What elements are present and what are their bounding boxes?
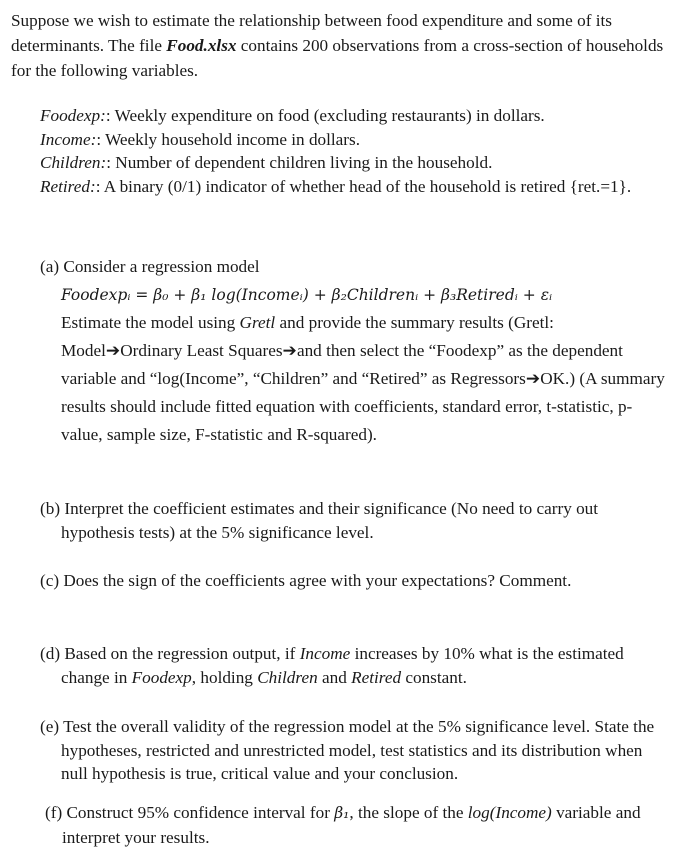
intro-text-a: Suppose we wish to estimate the relationship between food expenditure and some of its determinants. The file	[11, 11, 612, 55]
variable-children: Children:: Number of dependent children living in the household.	[40, 153, 493, 172]
question-e-label: (e)	[40, 717, 60, 736]
question-a	[40, 253, 670, 449]
question-c	[40, 569, 670, 593]
question-b	[40, 497, 670, 544]
question-a-label: (a)	[40, 257, 60, 276]
beta-one: β₁	[334, 804, 350, 822]
regression-equation: Foodexpᵢ = β₀ + β₁ log(Incomeᵢ) + β₂Childrenᵢ + β₃Retiredᵢ + εᵢ	[61, 286, 553, 304]
question-e	[40, 715, 670, 786]
file-name: Food.xlsx	[166, 36, 237, 55]
question-d: (d) Based on the regression output, if Income increases by 10% what is the estimated change in Foodexp, holding Children and Retired constant.	[40, 644, 624, 687]
intro-text-b: contains 200 observations from a cross-section of households for the following variables.	[11, 36, 664, 80]
question-b-label: (b)	[40, 499, 61, 518]
question-c-label: (c)	[40, 571, 60, 590]
variable-list	[40, 104, 680, 198]
question-f: (f) Construct 95% confidence interval for β₁, the slope of the log(Income) variable and interpret your results.	[45, 803, 641, 847]
gretl-name: Gretl	[239, 313, 276, 332]
question-a-body: Estimate the model using Gretl and provide the summary results (Gretl: Model➔Ordinary Least Squares➔and then select the “Foodexp” as the dependent variable and “log(Income”, “Children” and “Retired” as Regressors➔OK.) (A summary results should include fitted equation with coefficients, standard error, t-statistic, p-value, sample size, F-statistic and R-squared).	[61, 313, 665, 444]
question-b-text: Interpret the coefficient estimates and their significance (No need to carry out hypothesis tests) at the 5% significance level.	[61, 499, 599, 542]
intro-paragraph	[11, 8, 683, 83]
variable-income: Income:: Weekly household income in dollars.	[40, 129, 361, 149]
question-d-label: (d)	[40, 644, 61, 663]
question-f-label: (f)	[45, 803, 63, 822]
variable-retired: Retired:: A binary (0/1) indicator of whether head of the household is retired {ret.=1}.	[40, 176, 632, 196]
variable-foodexp: Foodexp:: Weekly expenditure on food (excluding restaurants) in dollars.	[40, 106, 545, 125]
question-e-text: Test the overall validity of the regression model at the 5% significance level. State the hypotheses, restricted and unrestricted model, test statistics and its distribution when null hypothesis is true, critical value and your conclusion.	[61, 717, 655, 783]
question-a-text: Consider a regression model	[63, 257, 260, 276]
question-c-text: Does the sign of the coefficients agree with your expectations? Comment.	[63, 571, 572, 590]
